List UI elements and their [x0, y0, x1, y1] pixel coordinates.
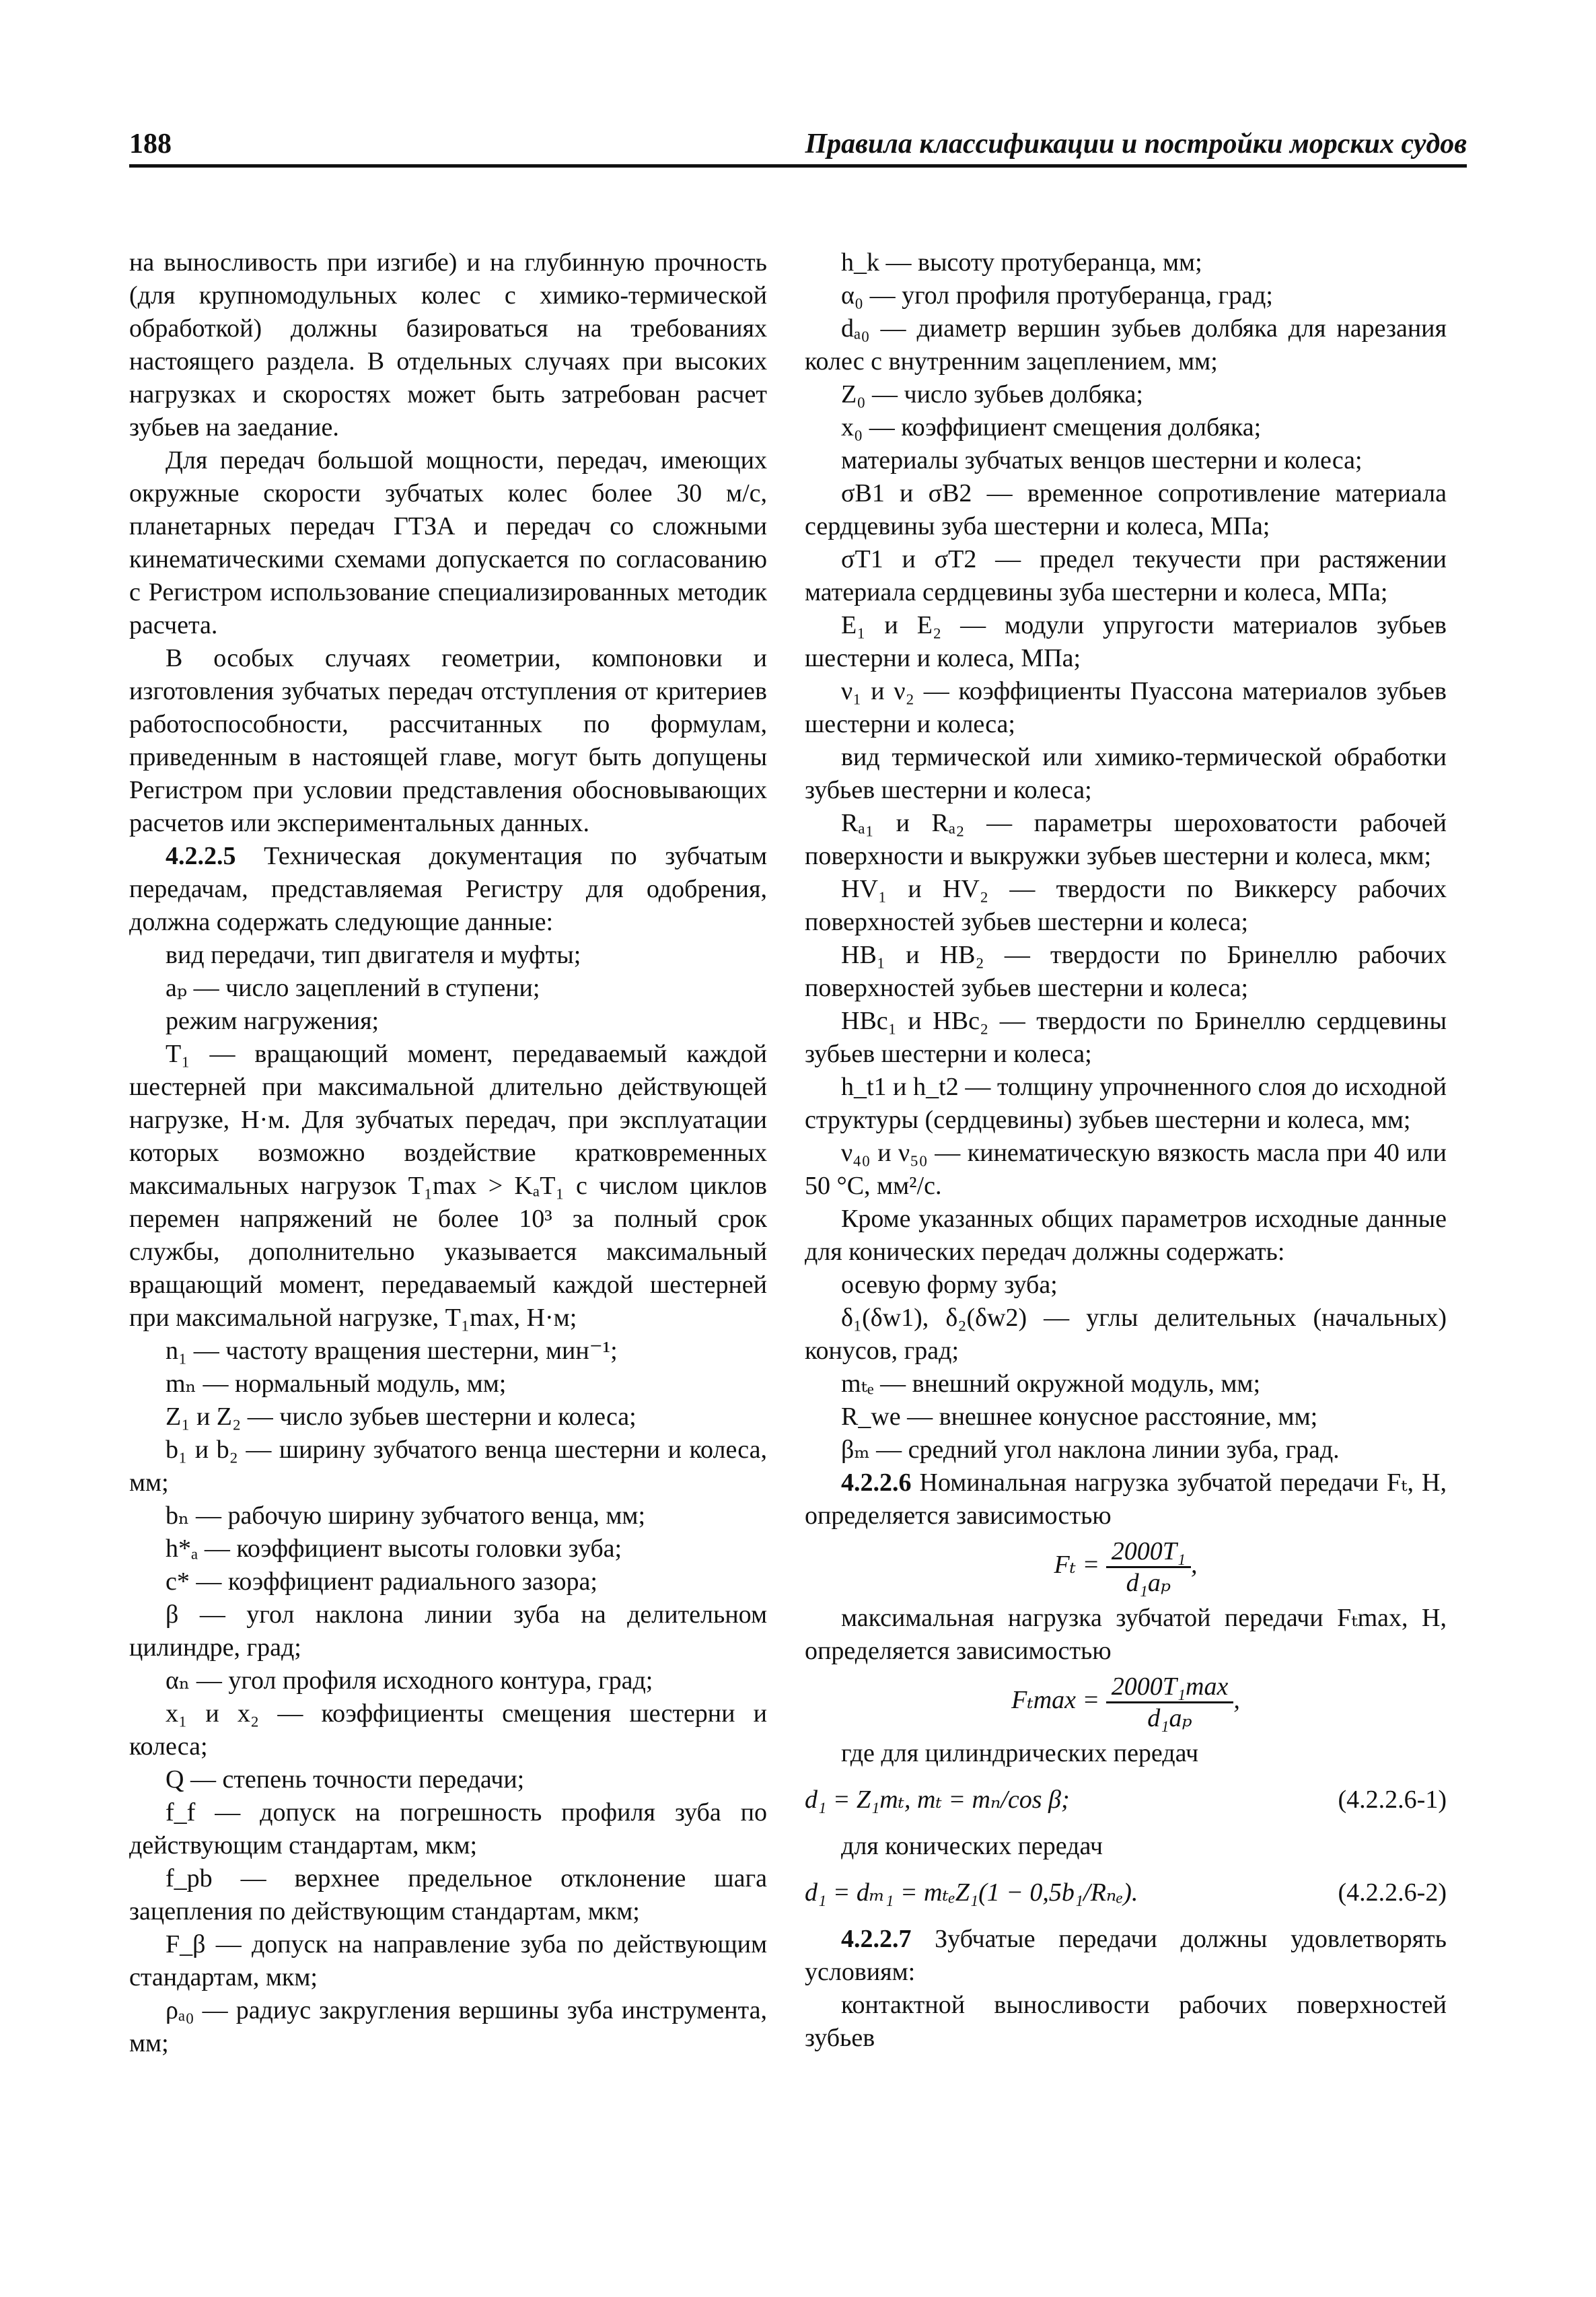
- list-item: осевую форму зуба;: [841, 1271, 1058, 1299]
- list-item: dₐ₀ — диаметр вершин зубьев долбяка для нарезания колес с внутренним зацеплением, мм;: [805, 314, 1447, 376]
- paragraph: максимальная нагрузка зубчатой передачи Fₜmax, Н, определяется зависимостью: [805, 1604, 1447, 1665]
- paragraph: на выносливость при изгибе) и на глубинную прочность (для крупномодульных колес с химико-термической обработкой) должны базироваться на требованиях настоящего раздела. В отдельных случаях при высоких нагрузках и скоростях может быть затребован расчет зубьев на заедание.: [129, 248, 767, 441]
- formula-max-load: [805, 1672, 1447, 1733]
- list-item: αₙ — угол профиля исходного контура, град;: [166, 1666, 653, 1695]
- list-item: Q — степень точности передачи;: [166, 1765, 525, 1794]
- fraction: [1106, 1672, 1234, 1733]
- numerator: 2000T₁max: [1106, 1672, 1234, 1703]
- list-item: bₙ — рабочую ширину зубчатого венца, мм;: [166, 1501, 646, 1530]
- section-text: Техническая документация по зубчатым передачам, представляемая Регистру для одобрения, должна содержать следующие данные:: [129, 842, 767, 936]
- list-item: h_t1 и h_t2 — толщину упрочненного слоя до исходной структуры (сердцевины) зубьев шестерни и колеса, мм;: [805, 1073, 1447, 1134]
- list-item: HB₁ и HB₂ — твердости по Бринеллю рабочих поверхностей зубьев шестерни и колеса;: [805, 941, 1447, 1002]
- list-item: σB1 и σB2 — временное сопротивление материала сердцевины зуба шестерни и колеса, МПа;: [805, 479, 1447, 540]
- list-item: F_β — допуск на направление зуба по действующим стандартам, мкм;: [129, 1930, 767, 1991]
- list-item: σT1 и σT2 — предел текучести при растяжении материала сердцевины зуба шестерни и колеса, МПа;: [805, 545, 1447, 606]
- section-4226: [805, 1466, 1447, 1532]
- list-item: HBc₁ и HBc₂ — твердости по Бринеллю сердцевины зубьев шестерни и колеса;: [805, 1007, 1447, 1068]
- paragraph: для конических передач: [841, 1832, 1103, 1860]
- list-item: h*ₐ — коэффициент высоты головки зуба;: [166, 1534, 622, 1563]
- list-item: α₀ — угол профиля протуберанца, град;: [841, 281, 1273, 310]
- equation-tag: (4.2.2.6-2): [1338, 1878, 1447, 1907]
- list-item: δ₁(δw1), δ₂(δw2) — углы делительных (начальных) конусов, град;: [805, 1304, 1447, 1365]
- list-item: вид передачи, тип двигателя и муфты;: [166, 941, 581, 969]
- page-header: [129, 128, 1467, 163]
- fraction: [1106, 1536, 1191, 1598]
- list-item: h_k — высоту протуберанца, мм;: [841, 248, 1202, 277]
- equation-body: d₁ = dₘ₁ = mₜₑZ₁(1 − 0,5b₁/Rₙₑ).: [805, 1878, 1138, 1907]
- list-item: x₁ и x₂ — коэффициенты смещения шестерни и колеса;: [129, 1699, 767, 1761]
- section-4225: [129, 840, 767, 939]
- running-title: Правила классификации и постройки морских судов: [805, 129, 1467, 160]
- section-text: Зубчатые передачи должны удовлетворять условиям:: [805, 1925, 1447, 1986]
- equation-body: d₁ = Z₁mₜ, mₜ = mₙ/cos β;: [805, 1786, 1070, 1814]
- list-item: x₀ — коэффициент смещения долбяка;: [841, 413, 1262, 441]
- list-item: материалы зубчатых венцов шестерни и колеса;: [841, 446, 1363, 474]
- list-item: mₜₑ — внешний окружной модуль, мм;: [841, 1370, 1261, 1398]
- paragraph: Кроме указанных общих параметров исходные данные для конических передач должны содержать:: [805, 1205, 1447, 1266]
- page-number: 188: [129, 129, 172, 160]
- list-item: n₁ — частоту вращения шестерни, мин⁻¹;: [166, 1337, 618, 1365]
- list-item: T₁ — вращающий момент, передаваемый каждой шестерней при максимальной длительно действующей нагрузке, Н·м. Для зубчатых передач, при эксплуатации которых возможно воздействие кратковременных максимальных нагрузок T₁max > KₐT₁ с числом циклов перемен напряжений не более 10³ за полный срок службы, дополнительно указывается максимальный вращающий момент, передаваемый каждой шестерней при максимальной нагрузке, T₁max, Н·м;: [129, 1040, 767, 1332]
- denominator: d₁aₚ: [1147, 1704, 1192, 1732]
- header-rule: [129, 164, 1467, 168]
- formula-lhs: Fₜmax =: [1011, 1686, 1100, 1715]
- numerator: 2000T₁: [1106, 1536, 1191, 1568]
- list-item: ρₐ₀ — радиус закругления вершины зуба инструмента, мм;: [129, 1996, 767, 2057]
- equation-4-2-2-6-2: [805, 1876, 1447, 1909]
- list-item: ν₁ и ν₂ — коэффициенты Пуассона материалов зубьев шестерни и колеса;: [805, 677, 1447, 738]
- list-item: b₁ и b₂ — ширину зубчатого венца шестерни и колеса, мм;: [129, 1436, 767, 1497]
- list-item: R_we — внешнее конусное расстояние, мм;: [841, 1403, 1318, 1431]
- list-item: вид термической или химико-термической обработки зубьев шестерни и колеса;: [805, 743, 1447, 804]
- list-item: Z₀ — число зубьев долбяка;: [841, 380, 1143, 409]
- list-item: ν₄₀ и ν₅₀ — кинематическую вязкость масла при 40 или 50 °С, мм²/с.: [805, 1139, 1447, 1200]
- left-column: [129, 246, 767, 2060]
- equation-tag: (4.2.2.6-1): [1338, 1786, 1447, 1814]
- right-column: [805, 246, 1447, 2055]
- list-item: aₚ — число зацеплений в ступени;: [166, 974, 540, 1002]
- list-item: контактной выносливости рабочих поверхностей зубьев: [805, 1991, 1447, 2052]
- list-item: режим нагружения;: [166, 1007, 379, 1035]
- list-item: E₁ и E₂ — модули упругости материалов зубьев шестерни и колеса, МПа;: [805, 611, 1447, 672]
- list-item: β — угол наклона линии зуба на делительном цилиндре, град;: [129, 1600, 767, 1662]
- paragraph: где для цилиндрических передач: [841, 1739, 1199, 1767]
- list-item: Z₁ и Z₂ — число зубьев шестерни и колеса;: [166, 1403, 637, 1431]
- list-item: c* — коэффициент радиального зазора;: [166, 1567, 597, 1596]
- section-4227: [805, 1923, 1447, 1989]
- list-item: Rₐ₁ и Rₐ₂ — параметры шероховатости рабочей поверхности и выкружки зубьев шестерни и колеса, мкм;: [805, 809, 1447, 870]
- section-text: Номинальная нагрузка зубчатой передачи Fₜ, Н, определяется зависимостью: [805, 1469, 1447, 1530]
- formula-lhs: Fₜ =: [1054, 1551, 1100, 1580]
- denominator: d₁aₚ: [1126, 1569, 1171, 1597]
- list-item: mₙ — нормальный модуль, мм;: [166, 1370, 507, 1398]
- list-item: f_pb — верхнее предельное отклонение шага зацепления по действующим стандартам, мкм;: [129, 1864, 767, 1925]
- list-item: HV₁ и HV₂ — твердости по Виккерсу рабочих поверхностей зубьев шестерни и колеса;: [805, 875, 1447, 936]
- formula-nominal-load: [805, 1536, 1447, 1598]
- section-number: 4.2.2.5: [166, 842, 236, 870]
- paragraph: В особых случаях геометрии, компоновки и изготовления зубчатых передач отступления от критериев работоспособности, рассчитанных по формулам, приведенным в настоящей главе, могут быть допущены Регистром при условии представления обосновывающих расчетов или экспериментальных данных.: [129, 644, 767, 837]
- formula-tail: ,: [1233, 1686, 1240, 1715]
- formula-tail: ,: [1191, 1551, 1198, 1580]
- list-item: βₘ — средний угол наклона линии зуба, град.: [841, 1436, 1340, 1464]
- paragraph: Для передач большой мощности, передач, имеющих окружные скорости зубчатых колес более 30 м/с, планетарных передач ГТЗА и передач со сложными кинематическими схемами допускается по согласованию с Регистром использование специализированных методик расчета.: [129, 446, 767, 639]
- section-number: 4.2.2.7: [841, 1925, 912, 1953]
- list-item: f_f — допуск на погрешность профиля зуба по действующим стандартам, мкм;: [129, 1798, 767, 1860]
- section-number: 4.2.2.6: [841, 1469, 912, 1497]
- equation-4-2-2-6-1: [805, 1783, 1447, 1816]
